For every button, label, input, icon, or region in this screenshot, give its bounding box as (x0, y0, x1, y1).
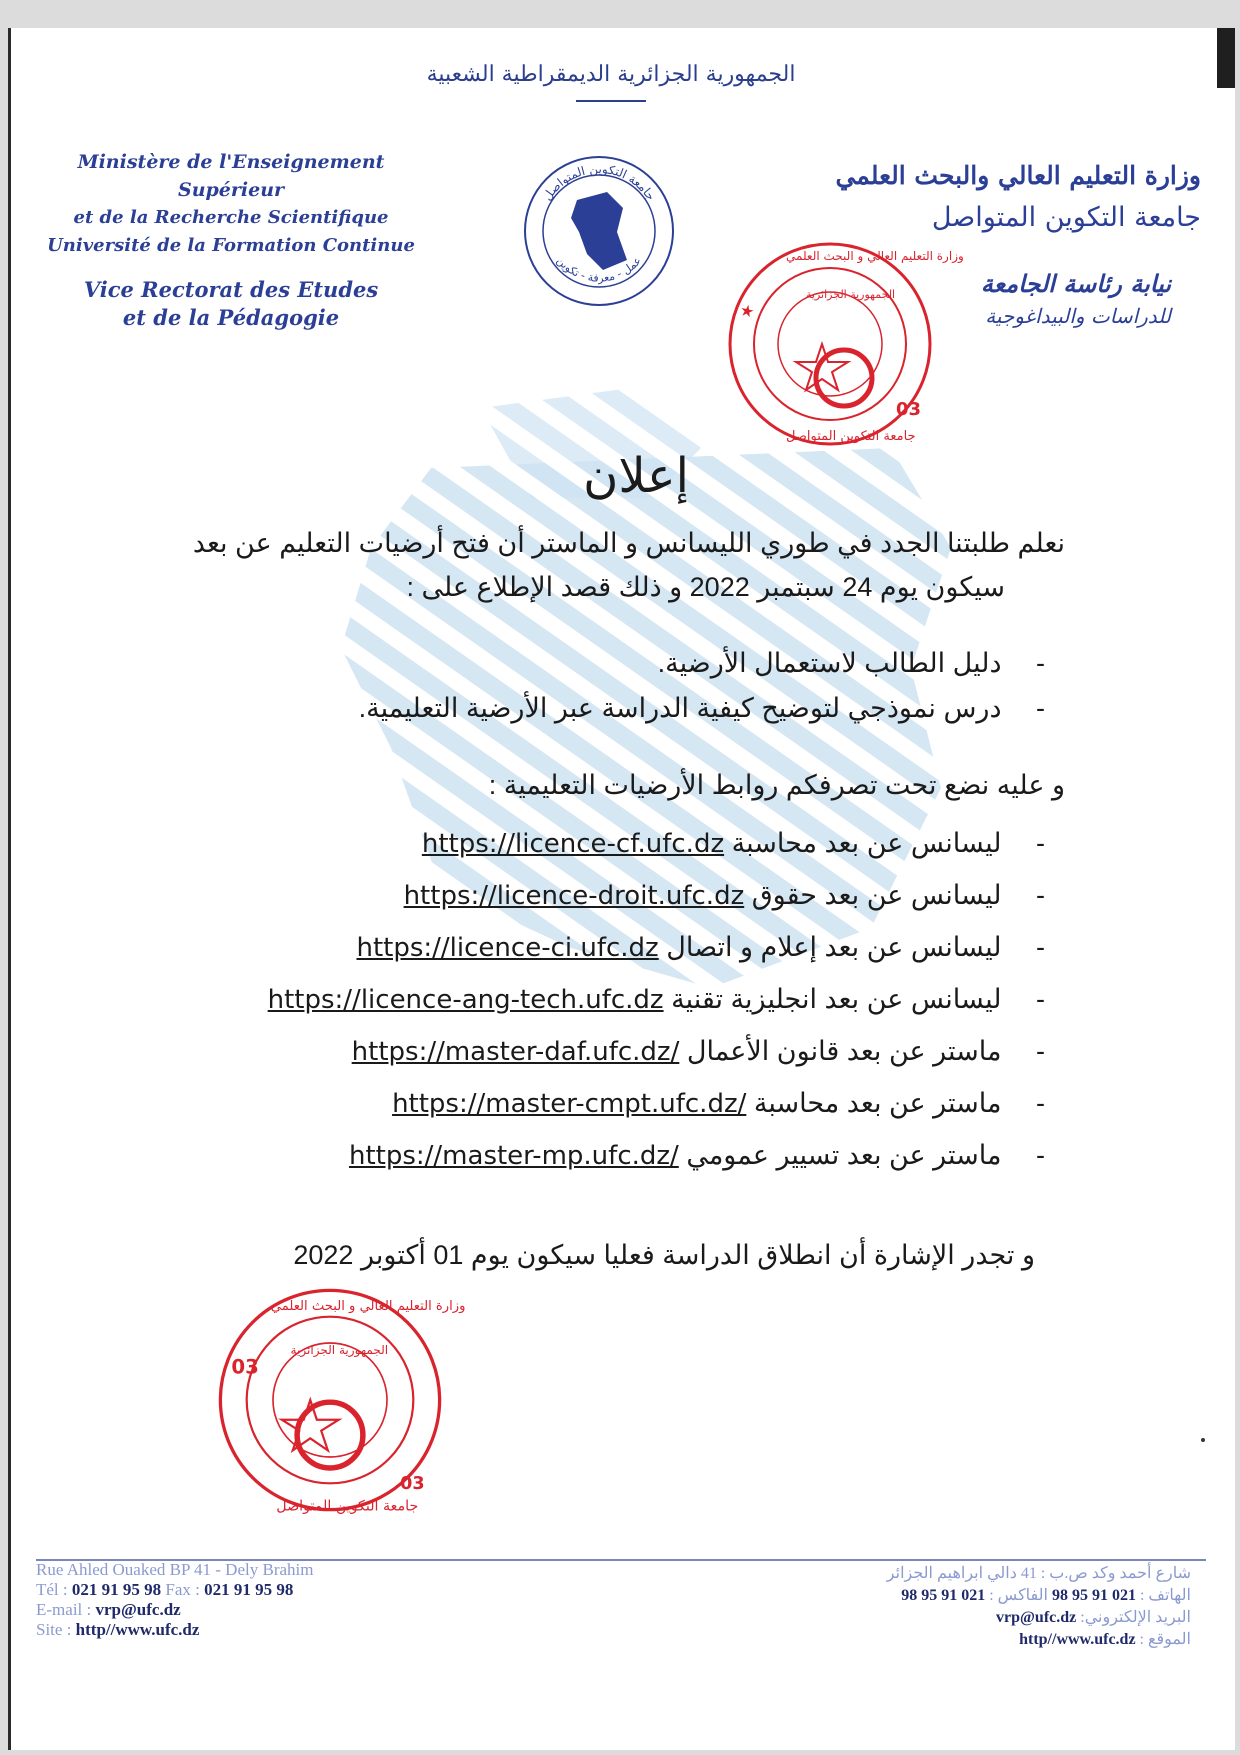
footer-contact-ar: شارع أحمد وكد ص.ب : 41 دالي ابراهيم الجزائر الهاتف : 021 91 95 98 الفاكس : 021 91 95 98 البريد الإلكتروني: vrp@ufc.dz الموقع : http//www.ufc.dz (711, 1563, 1191, 1651)
stamp-number: 03 (231, 1355, 259, 1379)
platform-link-item: - ماستر عن بعد تسيير عمومي https://master-mp.ufc.dz/ (348, 1140, 1045, 1171)
footer-email[interactable]: vrp@ufc.dz (95, 1600, 181, 1619)
logo-motto: عمل - معرفة - تكوين (554, 254, 644, 285)
header-divider (576, 100, 646, 102)
footer-tel-ar: 021 91 95 98 (1051, 1587, 1136, 1604)
platform-link-item: - ليسانس عن بعد إعلام و اتصال https://licence-ci.ufc.dz (356, 932, 1045, 963)
closing-note: و تجدر الإشارة أن انطلاق الدراسة فعليا سيكون يوم 01 أكتوبر 2022 (293, 1240, 1035, 1270)
footer-address-ar: شارع أحمد وكد ص.ب : 41 دالي ابراهيم الجزائر (886, 1565, 1191, 1582)
stamp-bottom-text: جامعة التكوين المتواصل (276, 1498, 419, 1515)
platform-link-item: - ليسانس عن بعد حقوق https://licence-droit.ufc.dz (403, 880, 1045, 911)
ministry-ar: وزارة التعليم العالي والبحث العلمي (835, 161, 1201, 190)
platform-link[interactable]: https://licence-ci.ufc.dz (356, 933, 659, 963)
university-logo (519, 148, 679, 314)
announcement-title: إعلان (583, 450, 689, 503)
university-fr: Université de la Formation Continue (47, 235, 415, 256)
vice-rectorat-fr-line2: et de la Pédagogie (122, 305, 340, 330)
official-stamp-bottom (216, 1286, 466, 1515)
intro-line-1: نعلم طلبتنا الجدد في طوري الليسانس و الماستر أن فتح أرضيات التعليم عن بعد (192, 528, 1065, 558)
footer-contact-fr: Rue Ahled Ouaked BP 41 - Dely Brahim Tél : 021 91 95 98 Fax : 021 91 95 98 E-mail : vrp@ufc.dz Site : http//www.ufc.dz (36, 1560, 536, 1640)
scan-speck (1201, 1438, 1205, 1442)
ministry-fr-line2: et de la Recherche Scientifique (73, 207, 389, 228)
intro-line-2: سيكون يوم 24 سبتمبر 2022 و ذلك قصد الإطلاع على : (406, 572, 1005, 602)
platform-link[interactable]: https://master-cmpt.ufc.dz/ (392, 1089, 747, 1119)
platform-link[interactable]: https://licence-ang-tech.ufc.dz (267, 985, 664, 1015)
vice-rectorat-fr: Vice Rectorat des Etudes (83, 277, 379, 302)
footer-site[interactable]: http//www.ufc.dz (75, 1620, 200, 1639)
footer-site-ar[interactable]: http//www.ufc.dz (1019, 1631, 1136, 1648)
vice-rectorat-ar: نيابة رئاسة الجامعة (980, 269, 1171, 298)
logo-text: جامعة التكوين المتواصل (540, 161, 659, 203)
french-header (41, 148, 421, 332)
stamp-number: 03 (896, 399, 922, 420)
stamp-outer-text: وزارة التعليم العالي و البحث العلمي (270, 1299, 466, 1315)
svg-text:★: ★ (735, 300, 759, 322)
platform-link-item: - ليسانس عن بعد انجليزية تقنية https://licence-ang-tech.ufc.dz (267, 984, 1045, 1015)
official-stamp-top (726, 240, 964, 448)
bullet-item: - دليل الطالب لاستعمال الأرضية. (657, 648, 1045, 678)
platform-link-item: - ليسانس عن بعد محاسبة https://licence-cf.ufc.dz (421, 828, 1045, 859)
ministry-fr: Ministère de l'Enseignement Supérieur (77, 151, 385, 201)
vice-rectorat-ar-line2: للدراسات والبيداغوجية (985, 304, 1171, 328)
platform-link[interactable]: https://licence-droit.ufc.dz (403, 881, 745, 911)
platform-link-item: - ماستر عن بعد قانون الأعمال https://master-daf.ufc.dz/ (351, 1036, 1045, 1067)
stamp-inner-text: الجمهورية الجزائرية (290, 1342, 389, 1357)
platform-link[interactable]: https://master-mp.ufc.dz/ (348, 1141, 679, 1171)
university-ar: جامعة التكوين المتواصل (931, 202, 1201, 233)
footer-fax-ar: 021 91 95 98 (901, 1587, 986, 1604)
stamp-bottom-text: جامعة التكوين المتواصل (786, 429, 916, 444)
links-intro: و عليه نضع تحت تصرفكم روابط الأرضيات التعليمية : (488, 770, 1065, 800)
footer-tel: 021 91 95 98 (71, 1580, 162, 1599)
bullet-item: - درس نموذجي لتوضيح كيفية الدراسة عبر الأرضية التعليمية. (358, 693, 1045, 723)
stamp-inner-text: الجمهورية الجزائرية (806, 288, 896, 301)
footer-email-ar[interactable]: vrp@ufc.dz (996, 1609, 1077, 1626)
platform-link-item: - ماستر عن بعد محاسبة https://master-cmpt.ufc.dz/ (392, 1088, 1045, 1119)
footer-fax: 021 91 95 98 (204, 1580, 294, 1599)
republic-title: الجمهورية الجزائرية الديمقراطية الشعبية (426, 62, 796, 87)
stamp-outer-text: وزارة التعليم العالي و البحث العلمي (786, 249, 964, 263)
platform-link[interactable]: https://licence-cf.ufc.dz (421, 829, 725, 859)
stamp-number: 03 (400, 1473, 425, 1494)
platform-link[interactable]: https://master-daf.ufc.dz/ (351, 1037, 680, 1067)
footer-address: Rue Ahled Ouaked BP 41 - Dely Brahim (36, 1560, 314, 1579)
document-page (8, 28, 1235, 1750)
